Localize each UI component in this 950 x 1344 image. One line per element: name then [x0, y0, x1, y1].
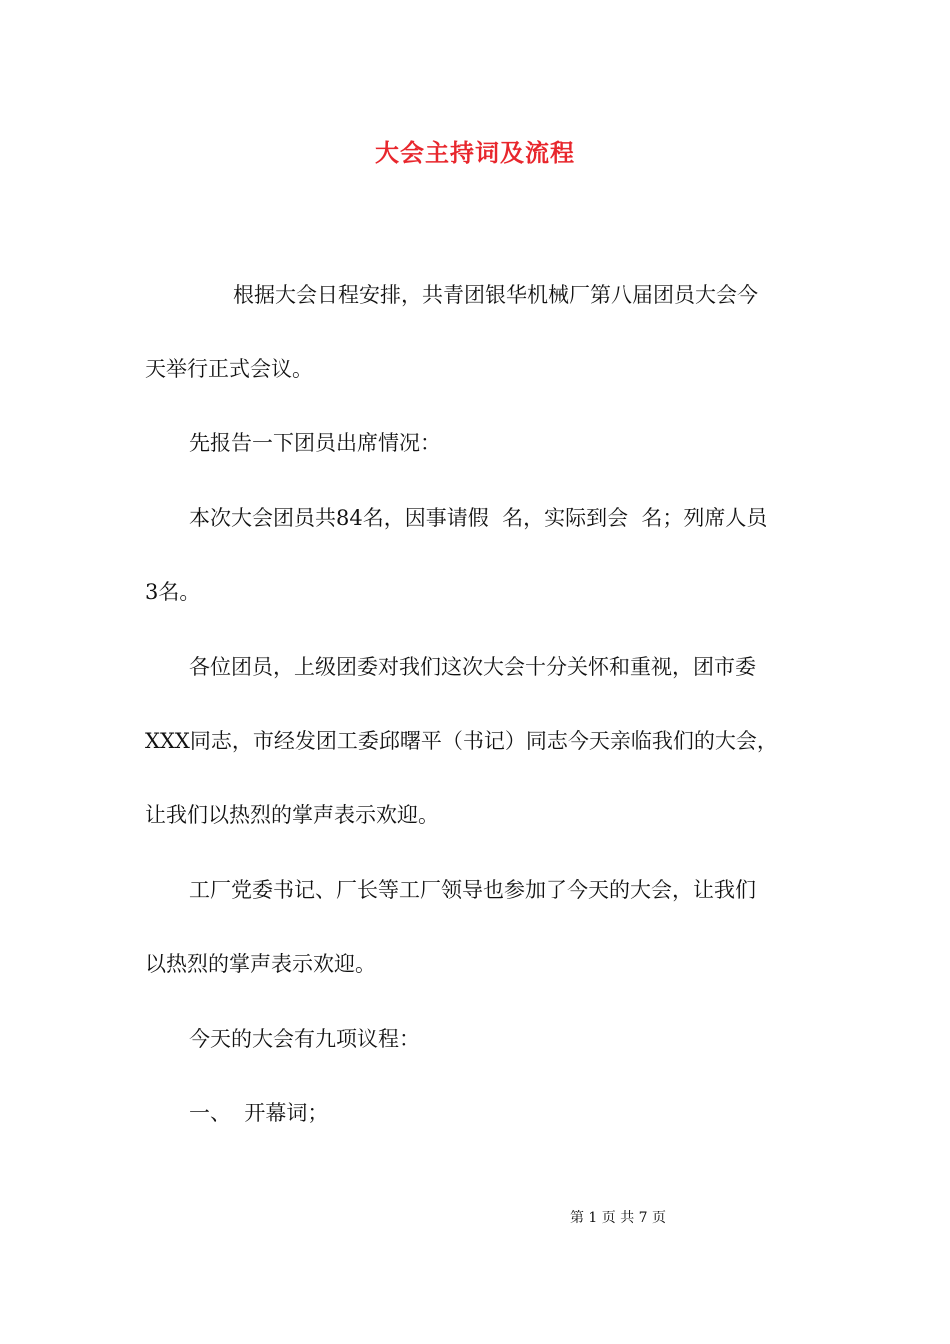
page-number-label: 第 1 页 共 7 页 — [569, 1210, 667, 1226]
paragraph-line: 各位团员，上级团委对我们这次大会十分关怀和重视，团市委 — [189, 655, 756, 679]
paragraph-line: 天举行正式会议。 — [145, 357, 313, 381]
paragraph-line: 今天的大会有九项议程： — [189, 1027, 420, 1051]
page-footer — [0, 1208, 950, 1228]
paragraph-line: XXX同志，市经发团工委邱曙平（书记）同志今天亲临我们的大会， — [145, 729, 778, 753]
paragraph-line: 3名。 — [145, 580, 201, 604]
paragraph-line: 根据大会日程安排，共青团银华机械厂第八届团员大会今 — [233, 283, 758, 307]
paragraph-line: 让我们以热烈的掌声表示欢迎。 — [145, 803, 439, 827]
agenda-item: 一、 开幕词； — [189, 1101, 329, 1125]
paragraph-line: 先报告一下团员出席情况： — [189, 431, 441, 455]
paragraph-line: 本次大会团员共84名，因事请假 名，实际到会 名；列席人员 — [189, 506, 768, 530]
paragraph-line: 工厂党委书记、厂长等工厂领导也参加了今天的大会，让我们 — [189, 878, 756, 902]
paragraph-line: 以热烈的掌声表示欢迎。 — [145, 952, 376, 976]
document-title: 大会主持词及流程 — [375, 138, 575, 167]
